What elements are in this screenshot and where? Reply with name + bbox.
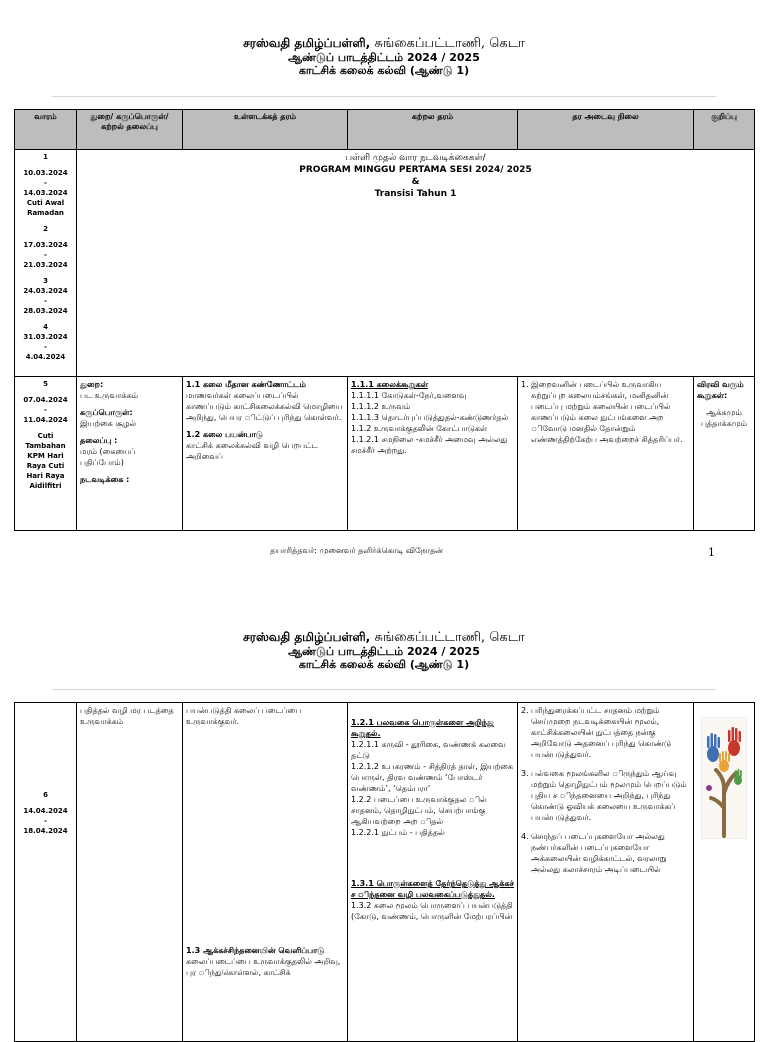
notes-cell <box>694 703 755 1042</box>
theme-value: இயற்கை சூழல் <box>80 419 137 428</box>
table-header-row <box>15 110 755 150</box>
content-standard-2-title: 1.2 கலை பயன்பாடு <box>186 430 263 439</box>
week-date-from: 07.04.2024 <box>23 396 68 404</box>
performance-level-text: இறைவனின் படைப்பில் உருவாகிய சுற்றுப்புற கலையம்சங்கள், மனிதனின் படைப்பு மற்றும் கலையின் படைப்பில் காணப்படும் கலை நுட்பங்களை அற ிவோடு மனதில் தோன்றும் எண்ணத்திற்கேற்ப அவற்றைச் சித்தரிப்பர். <box>531 380 683 444</box>
learning-standard-line: 1.2.1.1 கருவி - தூரிகை, வண்ணக் கலவை தட்டு <box>351 740 506 760</box>
week-number: 1 <box>43 153 48 161</box>
content-standard-1-text: மாணவர்கள் கலைப்படைப்பில் காணப்படும் காட்சிகலைக்கல்வி மொழியை அறிந்து, பெயர ிட்டுப் புரிந்து கொள்வர். <box>186 391 343 422</box>
col-header-week: வாரம் <box>15 110 77 150</box>
program-line-transition: Transisi Tahun 1 <box>374 189 457 199</box>
col-header-learning-standard: கற்றல தரம் <box>348 110 518 150</box>
week-date-to: 11.04.2024 <box>23 416 68 424</box>
hand-print-tree-illustration <box>701 717 747 839</box>
performance-level-text: சொந்தப் படைப்புகளையோ அல்லது நண்பர்களின் படைப்புகளையோ அக்கலையின் வழிக்காட்டல், வரலாறு அல்லது கலாச்சாரம் அடிப்படையில் <box>531 832 667 874</box>
header-divider <box>52 96 716 97</box>
week-holiday-note: Cuti Tambahan KPM Hari Raya Cuti Hari Raya Aidilfitri <box>25 432 66 490</box>
week-date-dash: - <box>44 406 47 414</box>
col-header-performance-level: தர அடைவு நிலை <box>518 110 694 150</box>
week-date-to: 18.04.2024 <box>23 827 68 835</box>
learning-standard-line: 1.1.2.1 சமநிலை -சமச்சீர் அமைவு அல்லது சமச்சீர் அற்றது. <box>351 435 508 455</box>
week-number: 4 <box>43 323 48 331</box>
performance-level-item <box>521 768 690 823</box>
week-date-from: 24.03.2024 <box>23 287 68 295</box>
program-line-title: PROGRAM MINGGU PERTAMA SESI 2024/ 2025 <box>299 165 532 175</box>
col-header-notes: குறிப்பு <box>694 110 755 150</box>
week-date-to: 14.03.2024 <box>23 189 68 197</box>
school-place: சுங்கைப்பட்டாணி, கெடா <box>374 36 525 51</box>
plan-title: ஆண்டுப் பாடத்திட்டம் 2024 / 2025 <box>288 645 480 658</box>
table-row-intro-weeks <box>15 150 755 377</box>
document-page-2 <box>0 580 768 1024</box>
program-line-amp: & <box>411 177 420 187</box>
school-name: சரஸ்வதி தமிழ்ப்பள்ளி, <box>243 630 371 644</box>
content-standard-continued: பயன்படுத்தி கலைப் படைப்பை உருவாக்குவர். <box>186 706 302 726</box>
content-standard-2-text: காட்சிக் கலைக்கல்வி வழி பெறபட்ட அறிவைப் <box>186 441 318 461</box>
topic-label: தலைப்பு : <box>80 436 118 445</box>
content-standard-cell <box>183 377 348 531</box>
col-header-content-standard: உள்ளடக்கத் தரம் <box>183 110 348 150</box>
learning-standard-cell <box>348 377 518 531</box>
week-date-from: 14.04.2024 <box>23 807 68 815</box>
week-number: 6 <box>43 791 48 799</box>
learning-standard-cell <box>348 703 518 1042</box>
learning-standard-line: 1.1.1.3 தொடர்புப்படுத்துதல்-கண்டுணர்தல் <box>351 413 509 422</box>
plan-title: ஆண்டுப் பாடத்திட்டம் 2024 / 2025 <box>288 51 480 64</box>
notes-cell <box>694 377 755 531</box>
activity-label: நடவடிக்கை : <box>80 475 130 484</box>
field-label: துறை: <box>80 380 104 389</box>
learning-standard-line: 1.1.1.2 உருவம் <box>351 402 411 411</box>
performance-level-text: பரிந்துரைக்கப்பட்ட சாதனம் மற்றும் செய்முறை நடவடிக்கையின் மூலம், காட்சிக்கலையின் நுட்பத்தை நன்கு அறிவோடு அதனைப் புரிந்து கொண்டு பயன்படுத்துவர். <box>531 706 672 759</box>
performance-level-item <box>521 831 690 875</box>
prepared-by: தயாரித்தவர்: முனைவர் தளிர்க்கொடி விநோதன் <box>270 546 443 555</box>
field-cell <box>77 377 183 531</box>
topic-continued: பதித்தல் வழி மர படத்தை உருவாக்கம் <box>80 706 174 726</box>
content-standard-3-title: 1.3 ஆக்கச்சிந்தனையின் வெளிப்பாடு <box>186 946 325 955</box>
week-date-to: 28.03.2024 <box>23 307 68 315</box>
table-row-week-6 <box>15 703 755 1042</box>
week-note: Cuti Awal Ramadan <box>26 199 65 217</box>
week-date-dash: - <box>44 297 47 305</box>
week-number: 3 <box>43 277 48 285</box>
notes-text: ஆக்கமும் புத்தாக்கமும் <box>700 408 748 428</box>
performance-level-number: 1. <box>521 380 529 389</box>
week-date-from: 31.03.2024 <box>23 333 68 341</box>
week-date-dash: - <box>44 343 47 351</box>
week-date-dash: - <box>44 251 47 259</box>
learning-standard-line: 1.1.1.1 கோடுகள்-நேர்,வளைவு <box>351 391 467 400</box>
subject-title: காட்சிக் கலைக் கல்வி (ஆண்டு 1) <box>298 64 470 77</box>
learning-standard-title: 1.1.1 கலைக்கூறுகள் <box>351 380 429 389</box>
col-header-field: துறை/ கருப்பொருள்/ கற்றல் தலைப்பு <box>77 110 183 150</box>
header-divider <box>52 689 716 690</box>
week-date-dash: - <box>44 179 47 187</box>
field-value: பட உருவாக்கம் <box>80 391 139 400</box>
learning-standard-title: 1.2.1 பலவகை பொருள்களை அறிந்து கூறுதல். <box>351 718 494 738</box>
performance-level-item <box>521 705 690 760</box>
performance-level-number: 4. <box>521 832 529 841</box>
learning-standard-line: 1.2.1.2 உபகரணம் - சித்திரத் தாள், இயற்கை பொருள், திரவ வண்ணம் ‘போஸ்டர் வண்ணம்’, ‘தெம்பரா’ <box>351 762 513 793</box>
performance-level-cell <box>518 377 694 531</box>
content-standard-cell <box>183 703 348 1042</box>
week-number: 2 <box>43 225 48 233</box>
notes-title: விரவி வரும் கூறுகள்: <box>697 380 744 400</box>
lesson-plan-table <box>14 109 755 531</box>
page-header <box>0 36 768 77</box>
content-standard-1-title: 1.1 கலை மீதான கண்ணோட்டம் <box>186 380 306 389</box>
hand-print-tree-icon <box>702 718 746 838</box>
performance-level-cell <box>518 703 694 1042</box>
content-standard-3-text: கலைப்படைப்பை உருவாக்குதலில் அறிவு, புர ிந்துகொள்ளல், காட்சிக் <box>186 957 341 977</box>
lesson-plan-table-continued <box>14 702 755 1042</box>
program-line-tamil: பள்ளி முதல் வார நடவடிக்கைகள்/ <box>345 153 486 163</box>
theme-label: கருப்பொருள்: <box>80 408 133 417</box>
week-date-to: 21.03.2024 <box>23 261 68 269</box>
performance-level-number: 2. <box>521 706 529 715</box>
performance-level-number: 3. <box>521 769 529 778</box>
learning-standard-line: 1.2.2.1 நுட்பம் - பதித்தல் <box>351 828 445 837</box>
week-date-dash: - <box>44 817 47 825</box>
week-cell-1-4 <box>15 150 77 377</box>
week-number: 5 <box>43 380 48 388</box>
learning-standard-line: 1.3.2 கலை மூலம் பொருளைப் பயன்படுத்தி (கோடு, வண்ணம், பொருளின் மேற்பரப்பின் <box>351 901 513 921</box>
program-cell <box>77 150 755 377</box>
week-cell-5 <box>15 377 77 531</box>
learning-standard-line: 1.2.2 படைப்பை உருவாக்குதல ில் சாதனம், தொழிநுட்பம், செயற்பாங்கு ஆகியவற்றை அற ிதல் <box>351 795 487 826</box>
school-place: சுங்கைப்பட்டாணி, கெடா <box>374 630 525 645</box>
school-name: சரஸ்வதி தமிழ்ப்பள்ளி, <box>243 36 371 50</box>
page-number: 1 <box>708 546 715 559</box>
week-date-to: 4.04.2024 <box>25 353 66 361</box>
week-cell-6 <box>15 703 77 1042</box>
table-row-week-5 <box>15 377 755 531</box>
subject-title: காட்சிக் கலைக் கல்வி (ஆண்டு 1) <box>298 658 470 671</box>
page-header <box>0 630 768 671</box>
learning-standard-line: 1.1.2 உருவாக்குதலின் கோட்பாடுகள் <box>351 424 488 433</box>
week-date-from: 17.03.2024 <box>23 241 68 249</box>
performance-level-text: பல்வகை மூலங்களில ிருந்தும் ஆய்வு மற்றும் தொழிநுட்பம் மூலமும் பெறப்படும் புதிய ச ிந்தனையை அறிந்து, புரிந்து கொண்டு ஓவியக் கலையை உருவாக்கப் பயன்படுத்துவர். <box>531 769 687 822</box>
field-cell <box>77 703 183 1042</box>
learning-standard-title: 1.3.1 பொருள்களைத் தேர்ந்தெடுத்து ஆக்கச் ச ிந்தனை வழி பலவகைப்படுத்துதல். <box>351 879 514 899</box>
topic-value: மரம் (கையைப் பதிப்போம்) <box>80 447 136 467</box>
week-date-from: 10.03.2024 <box>23 169 68 177</box>
